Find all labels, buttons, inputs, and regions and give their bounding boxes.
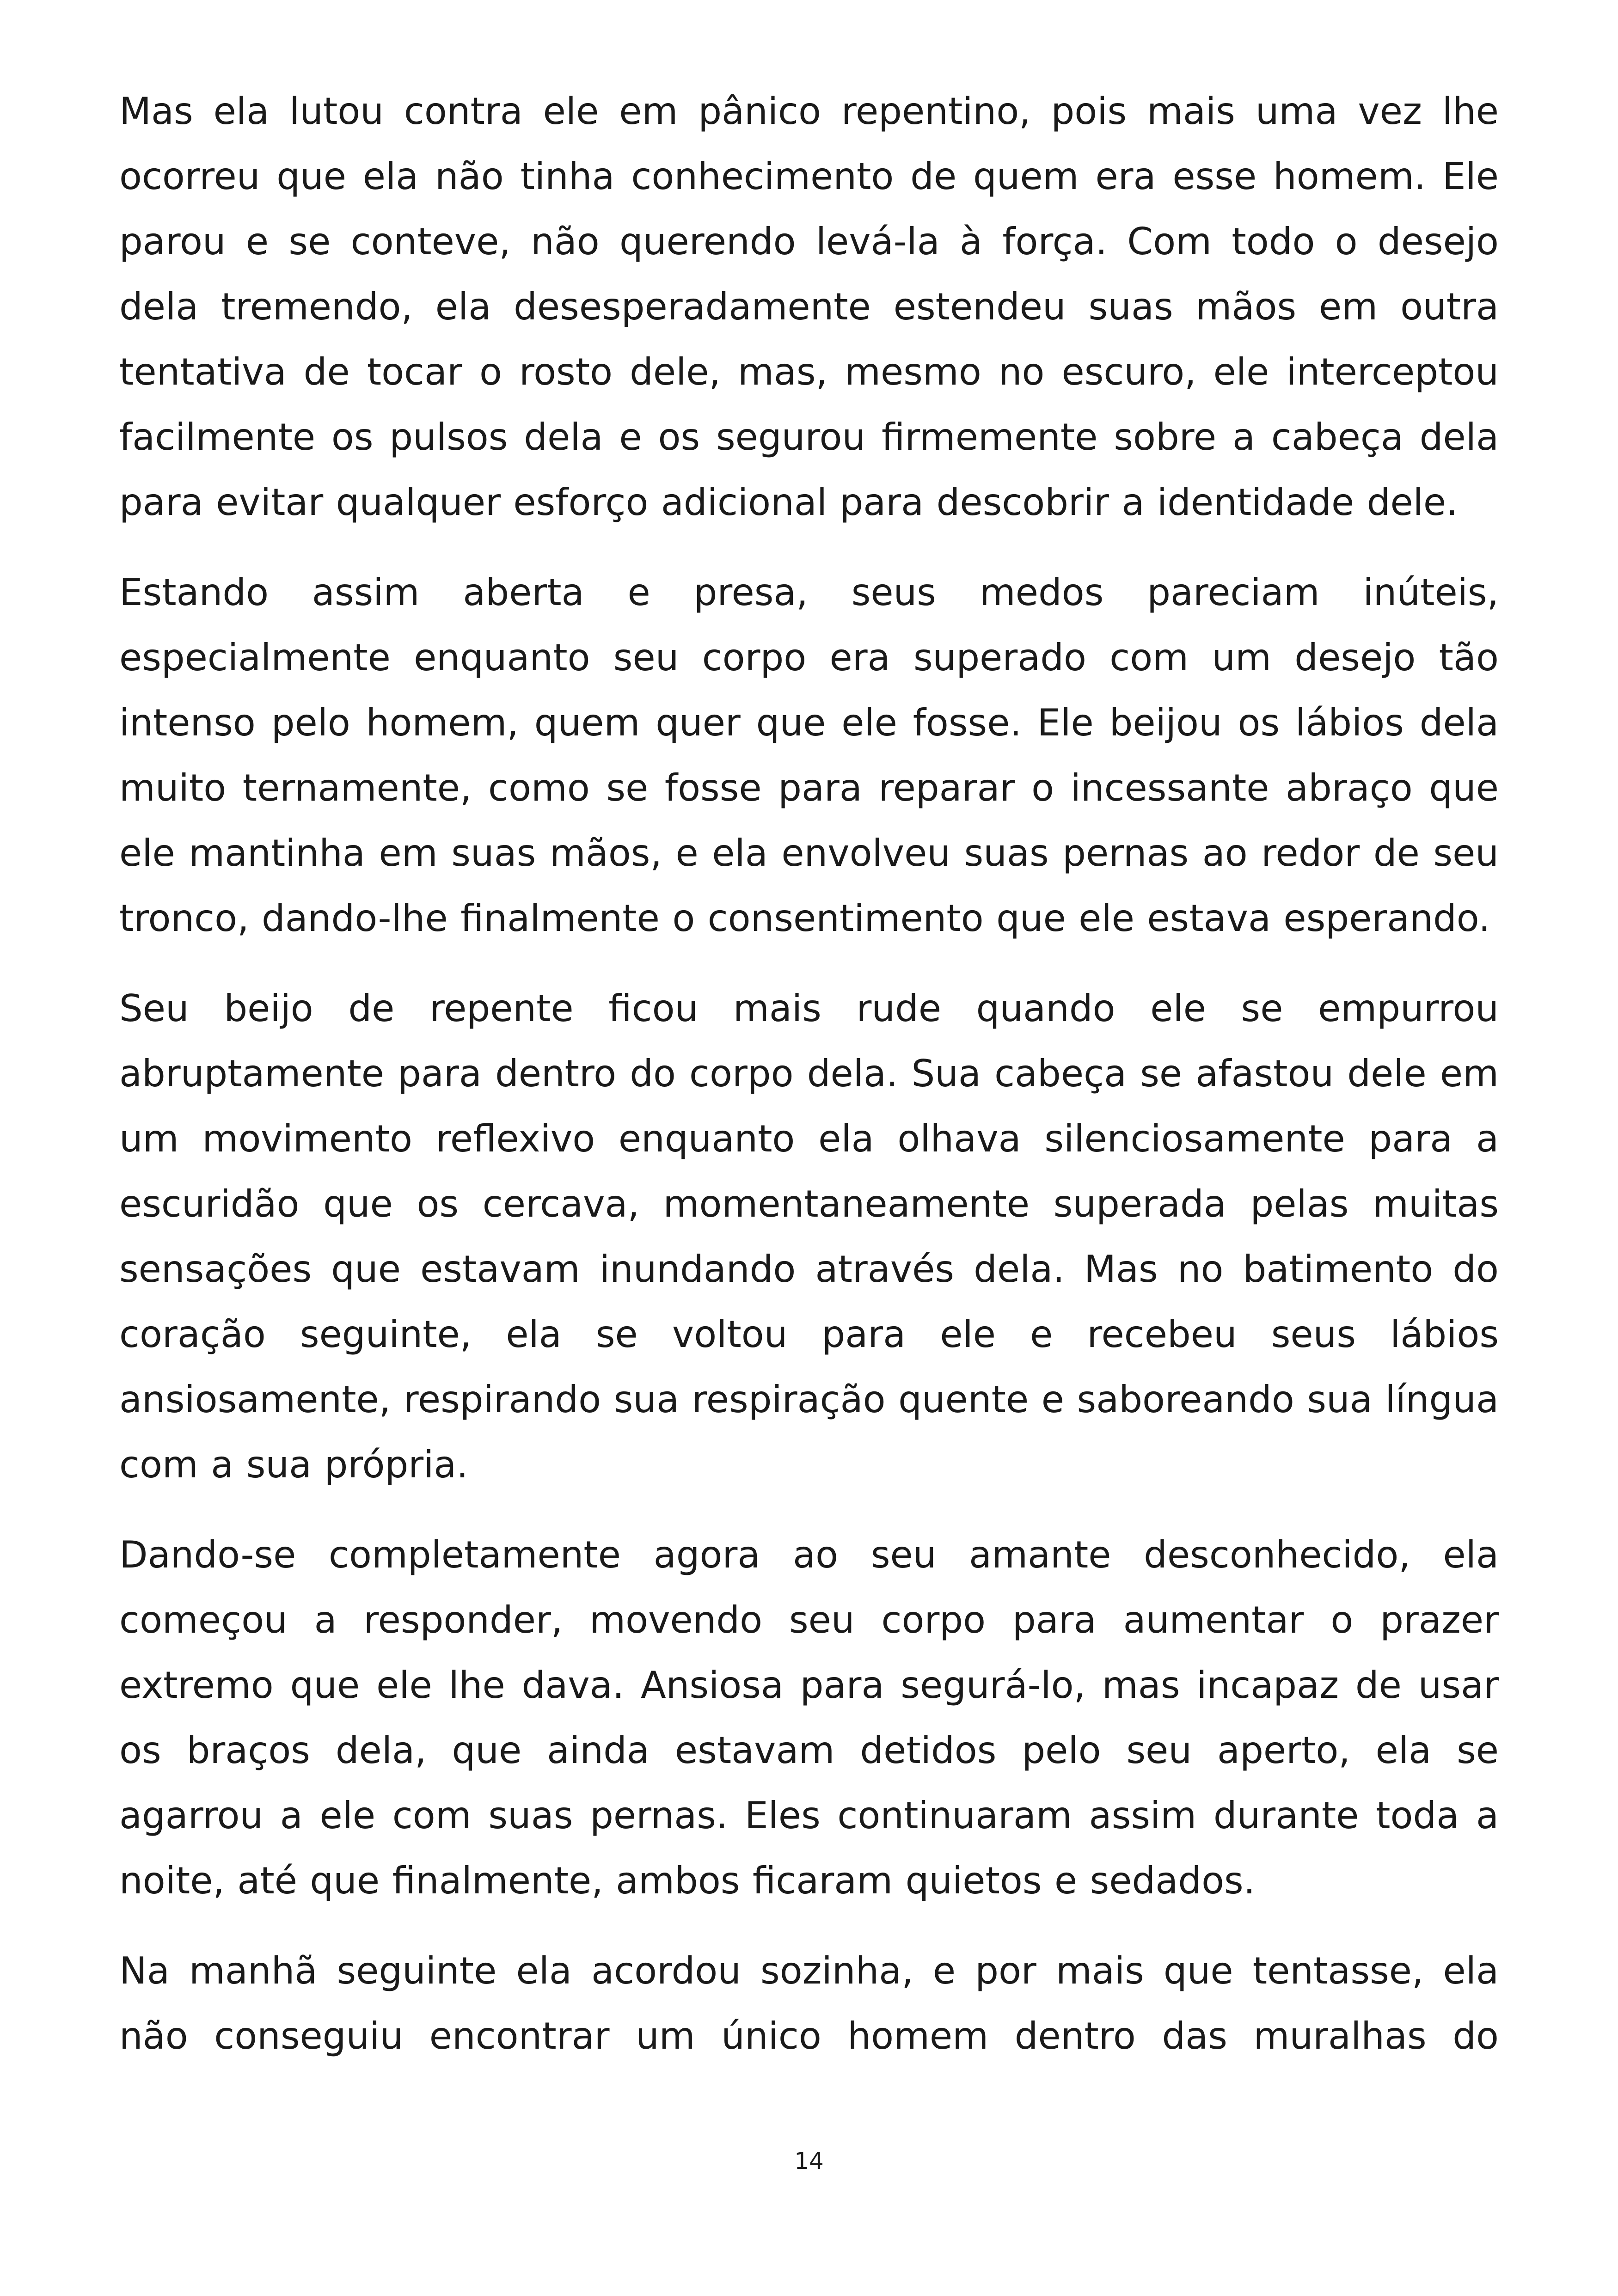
page-body bbox=[119, 79, 1499, 2069]
paragraph-3: Seu beijo de repente ficou mais rude quando ele se empurrou abruptamente para dentro do corpo dela. Sua cabeça se afastou dele em um movimento reflexivo enquanto ela olhava silenciosamente para a escuridão que os cercava, momentaneamente superada pelas muitas sensações que estavam inundando através dela. Mas no batimento do coração seguinte, ela se voltou para ele e recebeu seus lábios ansiosamente, respirando sua respiração quente e saboreando sua língua com a sua própria. bbox=[119, 987, 1499, 1486]
paragraph-2: Estando assim aberta e presa, seus medos pareciam inúteis, especialmente enquanto seu corpo era superado com um desejo tão intenso pelo homem, quem quer que ele fosse. Ele beijou os lábios dela muito ternamente, como se fosse para reparar o incessante abraço que ele mantinha em suas mãos, e ela envolveu suas pernas ao redor de seu tronco, dando-lhe finalmente o consentimento que ele estava esperando. bbox=[119, 571, 1499, 940]
page-number: 14 bbox=[794, 2148, 824, 2174]
paragraph-5: Na manhã seguinte ela acordou sozinha, e por mais que tentasse, ela não conseguiu encontrar um único homem dentro das muralhas do bbox=[119, 1949, 1499, 2057]
paragraph-1: Mas ela lutou contra ele em pânico repentino, pois mais uma vez lhe ocorreu que ela não tinha conhecimento de quem era esse homem. Ele parou e se conteve, não querendo levá-la à força. Com todo o desejo dela tremendo, ela desesperadamente estendeu suas mãos em outra tentativa de tocar o rosto dele, mas, mesmo no escuro, ele interceptou facilmente os pulsos dela e os segurou firmemente sobre a cabeça dela para evitar qualquer esforço adicional para descobrir a identidade dele. bbox=[119, 90, 1499, 524]
paragraph-4: Dando-se completamente agora ao seu amante desconhecido, ela começou a responder, movendo seu corpo para aumentar o prazer extremo que ele lhe dava. Ansiosa para segurá-lo, mas incapaz de usar os braços dela, que ainda estavam detidos pelo seu aperto, ela se agarrou a ele com suas pernas. Eles continuaram assim durante toda a noite, até que finalmente, ambos ficaram quietos e sedados. bbox=[119, 1533, 1499, 1902]
